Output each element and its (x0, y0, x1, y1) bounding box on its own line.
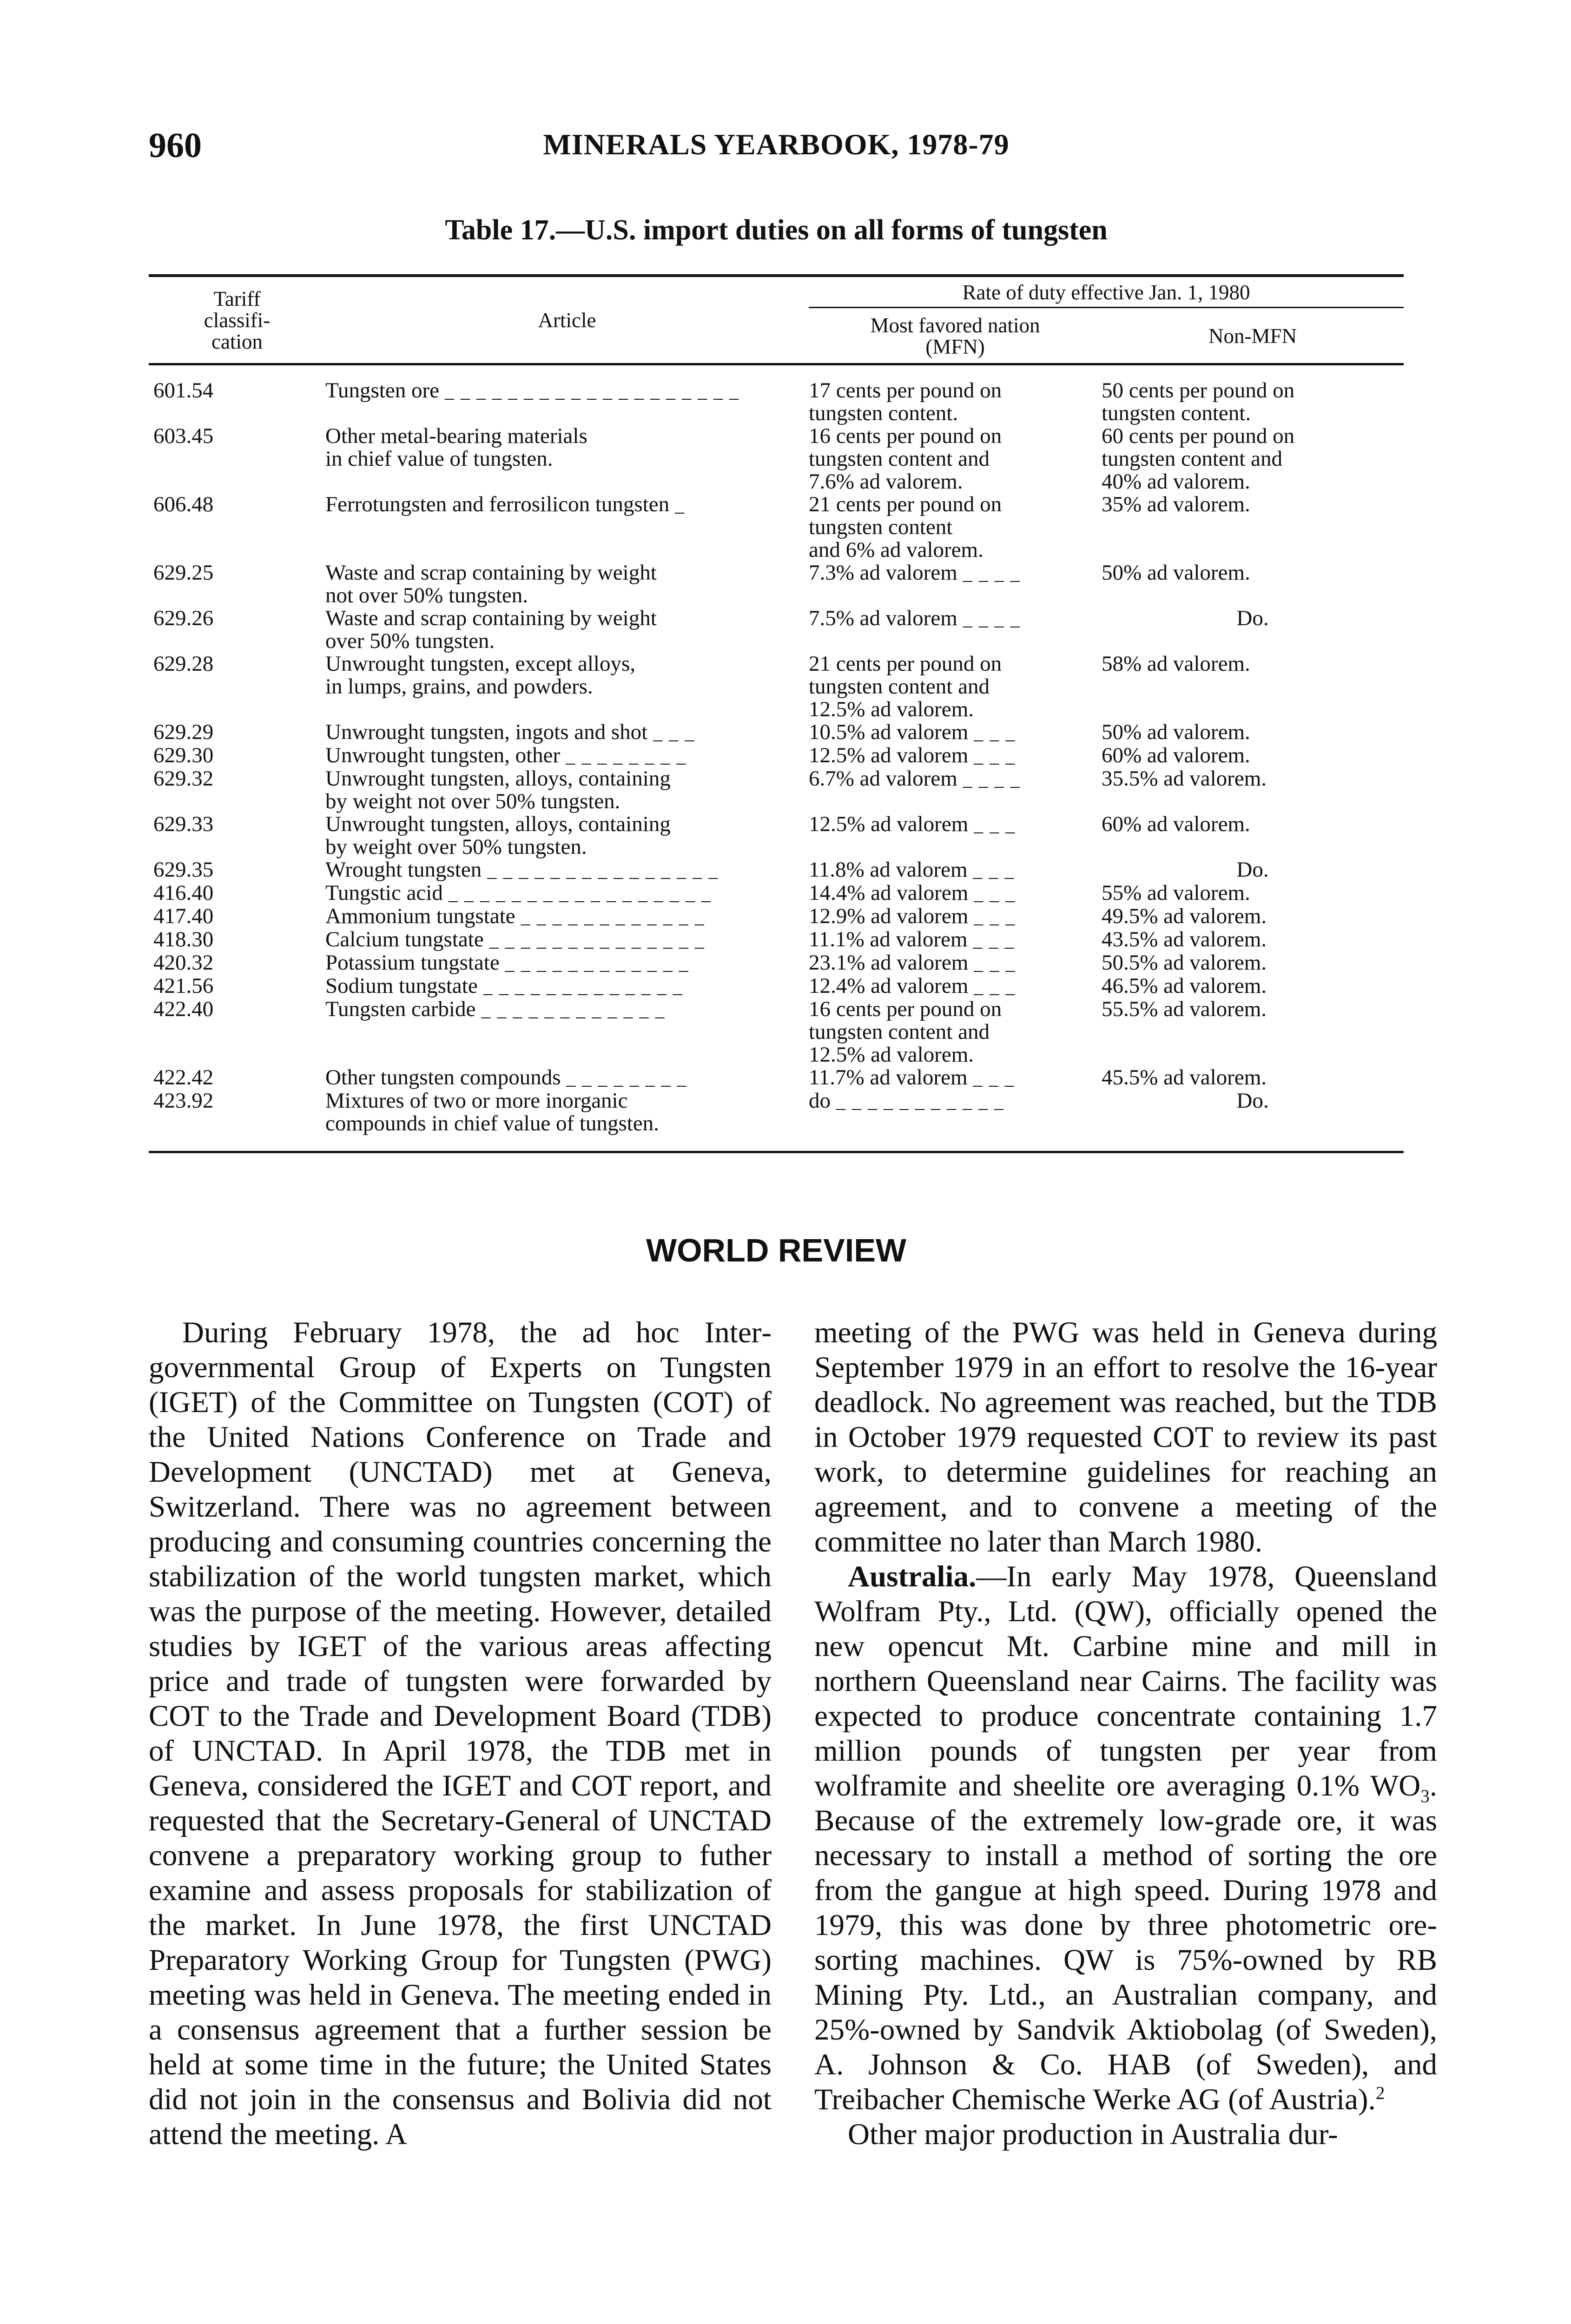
mfn-cell (809, 721, 1102, 744)
dot-leader: _ _ _ (968, 976, 1016, 997)
article-text: Unwrought tungsten, alloys, containing by weight over 50% tungsten. (325, 812, 671, 859)
mfn-rate: 12.5% ad valorem (809, 743, 969, 767)
mfn-cell (809, 882, 1102, 905)
tariff-code: 629.26 (153, 606, 214, 630)
table-row (149, 928, 1404, 951)
dot-leader: _ _ _ (968, 906, 1016, 927)
header-tariff: Tariff classifi- cation (149, 276, 325, 364)
dot-leader: _ _ _ (967, 930, 1015, 951)
mfn-rate: 7.3% ad valorem (809, 561, 957, 585)
tariff-code: 418.30 (153, 927, 214, 951)
table-row (149, 744, 1404, 767)
dot-leader: _ _ _ (968, 883, 1016, 904)
mfn-rate: 6.7% ad valorem (809, 766, 957, 791)
header-mfn: Most favored nation (MFN) (809, 308, 1102, 364)
page-number: 960 (149, 126, 202, 165)
article-text: Tungsten carbide (325, 997, 476, 1021)
non-mfn-rate: 55.5% ad valorem. (1102, 997, 1267, 1021)
table-row (149, 607, 1404, 653)
mfn-rate: 11.7% ad valorem (809, 1065, 968, 1089)
mfn-cell (809, 905, 1102, 928)
dot-leader: _ _ _ _ _ _ _ _ _ _ _ (831, 1091, 1004, 1112)
table-row (149, 767, 1404, 813)
article-text: Waste and scrap containing by weight not over 50% tungsten. (325, 561, 657, 607)
mfn-rate: do (809, 1089, 831, 1113)
article-text: Mixtures of two or more inorganic compounds in chief value of tungsten. (325, 1089, 809, 1152)
dot-leader: _ _ _ (968, 746, 1016, 766)
dot-leader: _ _ _ _ (957, 563, 1021, 584)
dot-leader: _ _ _ _ _ _ _ _ _ _ _ _ _ (477, 976, 683, 997)
mfn-cell (809, 607, 1102, 653)
article-text: Unwrought tungsten, other (325, 743, 561, 767)
article-text: Ammonium tungstate (325, 904, 515, 928)
mfn-rate: 16 cents per pound on tungsten content and 7.6% ad valorem. (809, 424, 1002, 494)
article-text: Potassium tungstate (325, 951, 500, 975)
mfn-rate: 12.9% ad valorem (809, 904, 969, 928)
non-mfn-rate: 60% ad valorem. (1102, 812, 1250, 836)
tariff-code: 629.25 (153, 561, 214, 585)
dot-leader: _ _ _ (968, 814, 1016, 835)
table-row (149, 1089, 1404, 1152)
dot-leader: _ _ _ _ _ _ _ _ _ _ _ _ _ _ (483, 930, 705, 951)
non-mfn-rate: 55% ad valorem. (1102, 881, 1250, 905)
mfn-rate: 16 cents per pound on tungsten content and 12.5% ad valorem. (809, 997, 1002, 1067)
tariff-code: 629.29 (153, 720, 214, 744)
article-cell (325, 882, 809, 905)
article-text: Unwrought tungsten, alloys, containing by weight not over 50% tungsten. (325, 766, 671, 813)
article-cell (325, 858, 809, 882)
dot-leader: _ _ _ (968, 953, 1016, 974)
non-mfn-rate: Do. (1102, 1089, 1404, 1152)
paragraph-text: —In early May 1978, Queensland Wolfram Pty., Ltd. (QW), officially opened the new opencut Mt. Carbine mine and mill in northern Queensland near Cairns. The facility was expected to produce concentrate containing 1.7 million pounds of tungsten per year from wolframite and sheelite ore averaging 0.1% WO (814, 1560, 1437, 1802)
mfn-rate: 17 cents per pound on tungsten content. (809, 378, 1002, 425)
table-row (149, 882, 1404, 905)
article-text: Unwrought tungsten, except alloys, in lumps, grains, and powders. (325, 652, 636, 699)
mfn-rate: 11.8% ad valorem (809, 858, 968, 882)
mfn-cell (809, 813, 1102, 858)
article-text: Waste and scrap containing by weight over 50% tungsten. (325, 606, 657, 653)
subscript: 3 (1420, 1786, 1430, 1806)
dot-leader: _ _ _ _ _ _ _ _ _ _ _ _ _ _ _ (482, 860, 719, 881)
table-row (149, 975, 1404, 998)
dot-leader: _ _ _ (967, 860, 1015, 881)
table-row (149, 905, 1404, 928)
table-row (149, 951, 1404, 975)
article-cell (325, 721, 809, 744)
dot-leader: _ _ _ _ _ _ _ _ _ _ _ _ (475, 999, 666, 1020)
table-row (149, 858, 1404, 882)
mfn-rate: 12.4% ad valorem (809, 974, 969, 998)
mfn-cell (809, 561, 1102, 607)
tariff-code: 422.40 (153, 997, 214, 1021)
tariff-code: 416.40 (153, 881, 214, 905)
table-row (149, 561, 1404, 607)
mfn-cell (809, 1089, 1102, 1152)
dot-leader: _ _ _ _ _ _ _ _ _ _ _ _ _ _ _ _ _ (442, 883, 712, 904)
mfn-cell (809, 858, 1102, 882)
non-mfn-rate: 50 cents per pound on tungsten content. (1102, 378, 1295, 425)
table-row (149, 721, 1404, 744)
non-mfn-rate: 45.5% ad valorem. (1102, 1065, 1267, 1089)
duties-table (149, 274, 1404, 1153)
table-row (149, 493, 1404, 561)
mfn-cell (809, 744, 1102, 767)
article-text: Other metal-bearing materials in chief value of tungsten. (325, 424, 587, 471)
dot-leader: _ _ _ _ _ _ _ _ _ _ _ _ (499, 953, 689, 974)
dot-leader: _ _ _ (968, 722, 1016, 743)
section-heading: WORLD REVIEW (646, 1232, 906, 1268)
dot-leader: _ _ _ (967, 1068, 1015, 1089)
tariff-code: 420.32 (153, 951, 214, 975)
header-rate-group: Rate of duty effective Jan. 1, 1980 (809, 276, 1404, 308)
dot-leader: _ _ _ _ _ _ _ _ (561, 1068, 687, 1089)
article-cell (325, 951, 809, 975)
table-row (149, 998, 1404, 1066)
tariff-code: 422.42 (153, 1065, 214, 1089)
body-paragraph (814, 1559, 1437, 2117)
non-mfn-rate: 43.5% ad valorem. (1102, 927, 1267, 951)
dot-leader: _ _ _ _ (957, 769, 1021, 790)
non-mfn-rate: 49.5% ad valorem. (1102, 904, 1267, 928)
country-run-in-heading: Australia. (848, 1560, 977, 1593)
non-mfn-rate: 50.5% ad valorem. (1102, 951, 1267, 975)
article-text: Tungsten ore (325, 378, 440, 403)
article-cell (325, 744, 809, 767)
mfn-rate: 7.5% ad valorem (809, 606, 957, 630)
article-cell (325, 364, 809, 425)
dot-leader: _ _ _ _ _ _ _ _ (560, 746, 687, 766)
header-non-mfn: Non-MFN (1102, 308, 1404, 364)
article-cell (325, 975, 809, 998)
table-row (149, 653, 1404, 721)
non-mfn-rate: 50% ad valorem. (1102, 720, 1250, 744)
mfn-cell (809, 951, 1102, 975)
duties-table-container (149, 274, 1404, 1153)
text-column-left (149, 1315, 772, 2152)
tariff-code: 629.35 (153, 858, 214, 882)
tariff-code: 629.33 (153, 812, 214, 836)
non-mfn-rate: 46.5% ad valorem. (1102, 974, 1267, 998)
dot-leader: _ _ _ (647, 722, 695, 743)
tariff-code: 629.30 (153, 743, 214, 767)
non-mfn-rate: 50% ad valorem. (1102, 561, 1250, 585)
non-mfn-rate: 60% ad valorem. (1102, 743, 1250, 767)
non-mfn-rate: 58% ad valorem. (1102, 652, 1250, 676)
tariff-code: 629.32 (153, 766, 214, 791)
mfn-cell (809, 1066, 1102, 1089)
mfn-rate: 14.4% ad valorem (809, 881, 969, 905)
header-article: Article (325, 276, 809, 364)
table-row (149, 364, 1404, 425)
non-mfn-rate: Do. (1236, 858, 1269, 882)
article-cell (325, 905, 809, 928)
tariff-code: 603.45 (153, 424, 214, 448)
article-text: Unwrought tungsten, ingots and shot (325, 720, 648, 744)
tariff-code: 423.92 (149, 1089, 325, 1152)
table-title: Table 17.—U.S. import duties on all forms of tungsten (445, 214, 1108, 246)
article-cell (325, 493, 809, 561)
mfn-cell (809, 975, 1102, 998)
footnote-marker: 2 (1375, 2083, 1385, 2103)
article-text: Tungstic acid (325, 881, 443, 905)
article-text: Other tungsten compounds (325, 1065, 561, 1089)
mfn-rate: 12.5% ad valorem (809, 812, 969, 836)
article-text: Sodium tungstate (325, 974, 478, 998)
tariff-code: 421.56 (153, 974, 214, 998)
article-text: Ferrotungsten and ferrosilicon tungsten (325, 492, 670, 516)
non-mfn-rate: Do. (1236, 606, 1269, 630)
table-row (149, 1066, 1404, 1089)
mfn-rate: 21 cents per pound on tungsten content and 12.5% ad valorem. (809, 652, 1002, 721)
article-cell (325, 1066, 809, 1089)
mfn-rate: 10.5% ad valorem (809, 720, 969, 744)
article-cell (325, 998, 809, 1066)
running-title: MINERALS YEARBOOK, 1978-79 (543, 128, 1010, 161)
tariff-code: 417.40 (153, 904, 214, 928)
non-mfn-rate: 35.5% ad valorem. (1102, 766, 1267, 791)
article-cell (325, 928, 809, 951)
non-mfn-rate: 60 cents per pound on tungsten content and 40% ad valorem. (1102, 424, 1295, 494)
tariff-code: 601.54 (153, 378, 214, 403)
mfn-rate: 23.1% ad valorem (809, 951, 969, 975)
tariff-code: 606.48 (153, 492, 214, 516)
non-mfn-rate: 35% ad valorem. (1102, 492, 1250, 516)
dot-leader: _ _ _ _ _ _ _ _ _ _ _ _ _ _ _ _ _ _ _ (439, 381, 740, 402)
table-row (149, 813, 1404, 858)
mfn-rate: 11.1% ad valorem (809, 927, 968, 951)
tariff-code: 629.28 (153, 652, 214, 676)
article-text: Wrought tungsten (325, 858, 482, 882)
mfn-rate: 21 cents per pound on tungsten content and 6% ad valorem. (809, 492, 1002, 562)
page-header (149, 125, 1404, 177)
body-paragraph: meeting of the PWG was held in Geneva during September 1979 in an effort to resolve the 16-year deadlock. No agreement was reached, but the TDB in October 1979 requested COT to review its past work, to determine guidelines for reaching an agreement, and to convene a meeting of the committee no later than March 1980. (814, 1316, 1437, 1558)
dot-leader: _ (669, 495, 686, 515)
body-paragraph: Other major production in Australia dur- (848, 2118, 1338, 2151)
paragraph-text: . Because of the extremely low-grade ore, it was necessary to install a method of sorting the ore from the gangue at high speed. During 1978 and 1979, this was done by three photometric ore-sorting machines. QW is 75%-owned by RB Mining Pty. Ltd., an Australian company, and 25%-owned by Sandvik Aktiobolag (of Sweden), A. Johnson & Co. HAB (of Sweden), and Treibacher Chemische Werke AG (of Austria). (814, 1769, 1437, 2116)
text-column-right (814, 1315, 1437, 2152)
table-row (149, 425, 1404, 493)
dot-leader: _ _ _ _ (957, 608, 1021, 629)
body-paragraph: During February 1978, the ad hoc Intergovernmental Group of Experts on Tungsten (IGET) of the Committee on Tungsten (COT) of the United Nations Conference on Trade and Development (UNCTAD) met at Geneva, Switzerland. There was no agreement between producing and consuming countries concerning the stabilization of the world tungsten market, which was the purpose of the meeting. However, detailed studies by IGET of the various areas affecting price and trade of tungsten were forwarded by COT to the Trade and Development Board (TDB) of UNCTAD. In April 1978, the TDB met in Geneva, considered the IGET and COT report, and requested that the Secretary-General of UNCTAD convene a preparatory working group to futher examine and assess proposals for stabilization of the market. In June 1978, the first UNCTAD Preparatory Working Group for Tungsten (PWG) meeting was held in Geneva. The meeting ended in a consensus agreement that a further session be held at some time in the future; the United States did not join in the consensus and Bolivia did not attend the meeting. A (149, 1316, 772, 2151)
article-text: Calcium tungstate (325, 927, 484, 951)
mfn-cell (809, 767, 1102, 813)
dot-leader: _ _ _ _ _ _ _ _ _ _ _ _ (515, 906, 705, 927)
mfn-cell (809, 928, 1102, 951)
